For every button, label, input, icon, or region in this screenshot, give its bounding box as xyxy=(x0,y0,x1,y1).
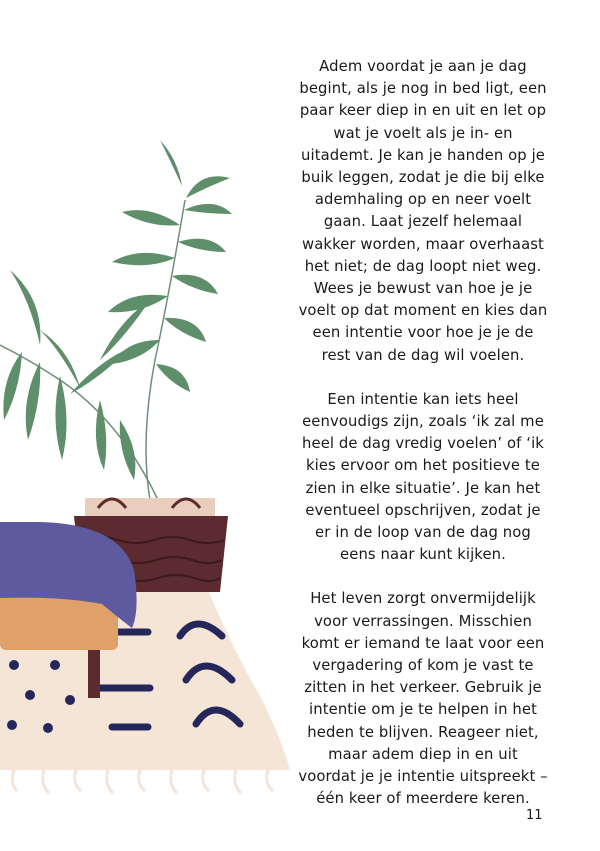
page-number: 11 xyxy=(526,808,543,823)
paragraph-2: Een intentie kan iets heel eenvoudigs zijn, zoals ‘ik zal me heel de dag vredig voelen’ of ‘ik kies ervoor om het positieve te zien in elke situatie’. Je kan het eventueel opschrijven, zodat je er in de loop van de dag nog eens naar kunt kijken. xyxy=(302,390,544,564)
body-text xyxy=(298,56,548,833)
plant xyxy=(0,140,232,500)
paragraph-3: Het leven zorgt onvermijdelijk voor verrassingen. Misschien komt er iemand te laat voor een vergadering of kom je vast te zitten in het verkeer. Gebruik je intentie om je te helpen in het heden te blijven. Reageer niet, maar adem diep in en uit voordat je je intentie uitspreekt – één keer of meerdere keren. xyxy=(298,590,548,808)
paragraph-1: Adem voordat je aan je dag begint, als je nog in bed ligt, een paar keer diep in en uit en let op wat je voelt als je in- en uitademt. Je kan je handen op je buik leggen, zodat je die bij elke ademhaling op en neer voelt gaan. Laat jezelf helemaal wakker worden, maar overhaast het niet; de dag loopt niet weg. Wees je bewust van hoe je je voelt op dat moment en kies dan een intentie voor hoe je je de rest van de dag wil voelen. xyxy=(298,58,548,364)
